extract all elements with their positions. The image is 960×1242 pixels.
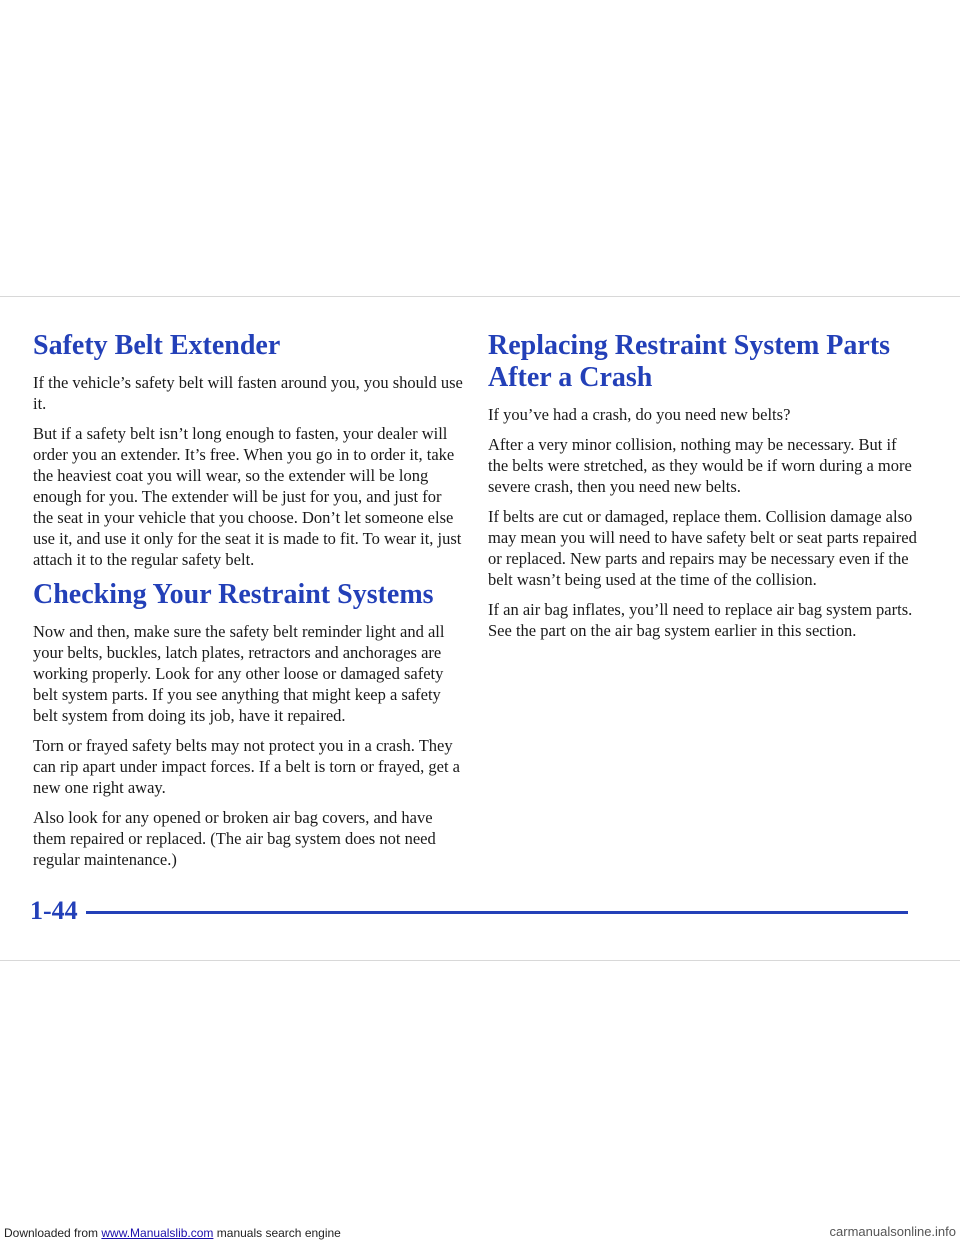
left-column bbox=[33, 330, 463, 879]
paragraph: But if a safety belt isn’t long enough to fasten, your dealer will order you an extender. It’s free. When you go in to order it, take the heaviest coat you will wear, so the extender will be long enough for you. The extender will be just for you, and just for the seat in your vehicle that you choose. Don’t let someone else use it, and use it only for the seat it is made to fit. To wear it, just attach it to the regular safety belt. bbox=[33, 424, 462, 569]
heading-safety-belt-extender: Safety Belt Extender bbox=[33, 330, 281, 361]
download-prefix: Downloaded from bbox=[4, 1226, 102, 1240]
paragraph: If an air bag inflates, you’ll need to replace air bag system parts. See the part on the air bag system earlier in this section. bbox=[488, 600, 913, 640]
heading-replacing-restraint-parts: Replacing Restraint System Parts After a Crash bbox=[488, 330, 891, 393]
download-suffix: manuals search engine bbox=[213, 1226, 341, 1240]
paragraph: Also look for any opened or broken air bag covers, and have them repaired or replaced. (The air bag system does not need regular maintenance.) bbox=[33, 808, 436, 869]
paragraph: If you’ve had a crash, do you need new belts? bbox=[488, 405, 791, 424]
page-number-rule bbox=[86, 911, 908, 914]
bottom-divider bbox=[0, 960, 960, 961]
download-source-line bbox=[4, 1226, 341, 1240]
right-column bbox=[488, 330, 918, 650]
watermark: carmanualsonline.info bbox=[829, 1224, 956, 1239]
heading-checking-restraint-systems: Checking Your Restraint Systems bbox=[33, 579, 434, 610]
manualslib-link[interactable]: www.Manualslib.com bbox=[101, 1226, 214, 1240]
paragraph: If the vehicle’s safety belt will fasten around you, you should use it. bbox=[33, 373, 463, 413]
top-divider bbox=[0, 296, 960, 297]
paragraph: Now and then, make sure the safety belt reminder light and all your belts, buckles, latch plates, retractors and anchorages are working properly. Look for any other loose or damaged safety belt system parts. If you see anything that might keep a safety belt system from doing its job, have it repaired. bbox=[33, 622, 445, 725]
paragraph: After a very minor collision, nothing may be necessary. But if the belts were stretched, as they would be if worn during a more severe crash, then you need new belts. bbox=[488, 435, 912, 496]
page-number: 1-44 bbox=[30, 896, 78, 925]
paragraph: If belts are cut or damaged, replace them. Collision damage also may mean you will need to have safety belt or seat parts repaired or replaced. New parts and repairs may be necessary even if the belt wasn’t being used at the time of the collision. bbox=[488, 507, 917, 589]
paragraph: Torn or frayed safety belts may not protect you in a crash. They can rip apart under impact forces. If a belt is torn or frayed, get a new one right away. bbox=[33, 736, 460, 797]
